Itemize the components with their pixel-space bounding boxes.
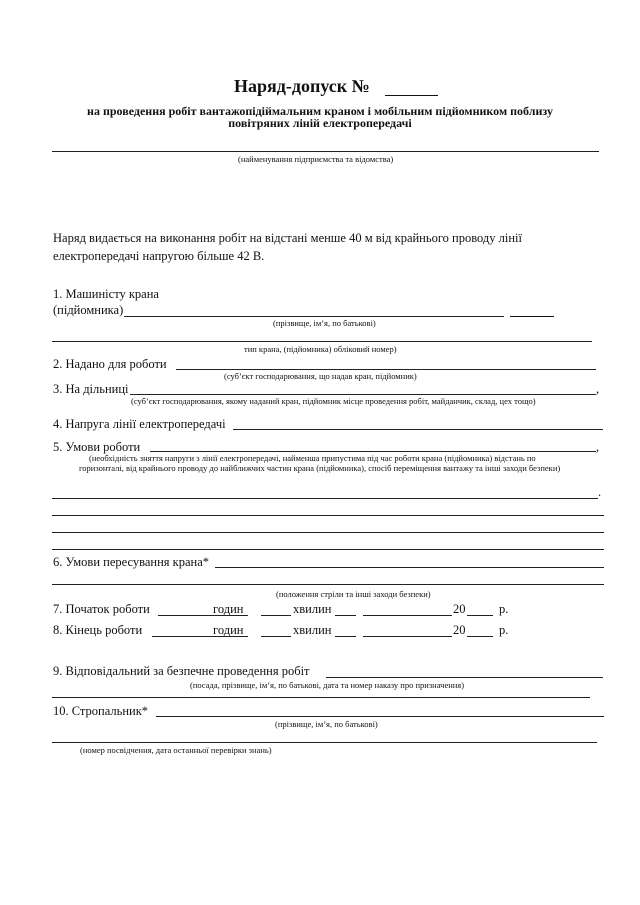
conditions-line-5[interactable]: [52, 549, 604, 550]
end-year-suffix: р.: [499, 623, 509, 637]
site-field[interactable]: [130, 394, 596, 395]
item3-label: 3. На дільниці: [53, 382, 129, 396]
slinger-name-field[interactable]: [156, 716, 604, 717]
start-minutes-field[interactable]: [261, 615, 291, 616]
caption-provider: (суб’єкт господарювання, що надав кран, підйомник): [224, 371, 417, 381]
voltage-field[interactable]: [233, 429, 603, 430]
document-title: Наряд-допуск №: [234, 76, 370, 96]
item7-label: 7. Початок роботи: [53, 602, 150, 616]
end-hours-word: годин: [213, 623, 244, 637]
operator-name-field[interactable]: [124, 316, 504, 317]
operator-extra-field[interactable]: [510, 316, 554, 317]
caption-boom: (положення стріли та інші заходи безпеки): [276, 589, 431, 599]
item10-label: 10. Стропальник*: [53, 704, 149, 718]
item8-label: 8. Кінець роботи: [53, 623, 143, 637]
intro-line2: електропередачі напругою більше 42 В.: [53, 249, 265, 263]
conditions-line-4[interactable]: [52, 532, 604, 533]
start-date-field[interactable]: [363, 615, 452, 616]
start-year-field[interactable]: [467, 615, 493, 616]
end-year-prefix: 20: [453, 623, 466, 637]
item1-label-line1: 1. Машиністу крана: [53, 287, 159, 301]
item4-label: 4. Напруга лінії електропередачі: [53, 417, 226, 431]
intro-line1: Наряд видається на виконання робіт на відстані менше 40 м від крайнього проводу лінії: [53, 231, 522, 245]
start-year-prefix: 20: [453, 602, 466, 616]
enterprise-field[interactable]: [52, 151, 599, 152]
caption-conditions-line2: горизонталі, від крайнього проводу до найближчих частин крана (підйомника), спосіб переміщення вантажу та інші заходи безпеки): [79, 463, 561, 473]
caption-enterprise: (найменування підприємства та відомства): [238, 154, 394, 164]
start-hours-field[interactable]: [158, 615, 213, 616]
caption-conditions-line1: (необхідність зняття напруги з лінії електропередачі, найменша припустима під час роботи крана (підйомника) відстань по: [89, 453, 536, 463]
caption-crane-type: тип крана, (підйомника) обліковий номер): [244, 344, 397, 354]
conditions-line-3[interactable]: [52, 515, 604, 516]
crane-movement-field[interactable]: [215, 567, 604, 568]
conditions-period: .: [598, 485, 602, 499]
end-year-field[interactable]: [467, 636, 493, 637]
document-subtitle-line2: повітряних ліній електропередачі: [228, 116, 412, 130]
item3-comma: ,: [596, 382, 600, 396]
conditions-field[interactable]: [150, 451, 596, 452]
end-hours-underline: [213, 636, 248, 637]
item1-label-line2: (підйомника): [53, 303, 124, 317]
end-minutes-field[interactable]: [261, 636, 291, 637]
caption-site: (суб’єкт господарювання, якому наданий кран, підйомник місце проведення робіт, майданчик, склад, цех тощо): [131, 396, 536, 406]
item5-label: 5. Умови роботи: [53, 440, 141, 454]
start-year-suffix: р.: [499, 602, 509, 616]
item6-label: 6. Умови пересування крана*: [53, 555, 210, 569]
crane-movement-line-2[interactable]: [52, 584, 604, 585]
conditions-line-2[interactable]: [52, 498, 598, 499]
end-hours-field[interactable]: [152, 636, 213, 637]
item5-comma: ,: [596, 440, 600, 454]
caption-operator-name: (прізвище, ім’я, по батькові): [273, 318, 376, 328]
start-hours-word: годин: [213, 602, 244, 616]
end-date-field[interactable]: [363, 636, 452, 637]
start-minutes-word: хвилин: [293, 602, 332, 616]
end-minutes-word: хвилин: [293, 623, 332, 637]
responsible-line-2[interactable]: [52, 697, 590, 698]
provider-field[interactable]: [176, 369, 596, 370]
crane-type-field[interactable]: [52, 341, 592, 342]
caption-responsible: (посада, прізвище, ім’я, по батькові, дата та номер наказу про призначення): [190, 680, 465, 690]
responsible-field[interactable]: [326, 677, 603, 678]
item2-label: 2. Надано для роботи: [53, 357, 167, 371]
slinger-cert-field[interactable]: [52, 742, 597, 743]
end-minutes-extra[interactable]: [335, 636, 356, 637]
start-minutes-extra[interactable]: [335, 615, 356, 616]
caption-cert: (номер посвідчення, дата останньої перевірки знань): [80, 745, 272, 755]
caption-slinger-name: (прізвище, ім’я, по батькові): [275, 719, 378, 729]
item9-label: 9. Відповідальний за безпечне проведення робіт: [53, 664, 310, 678]
order-number-field[interactable]: [385, 95, 438, 96]
start-hours-underline: [213, 615, 248, 616]
document-subtitle-line1: на проведення робіт вантажопідіймальним краном і мобільним підйомником поблизу: [87, 104, 553, 118]
